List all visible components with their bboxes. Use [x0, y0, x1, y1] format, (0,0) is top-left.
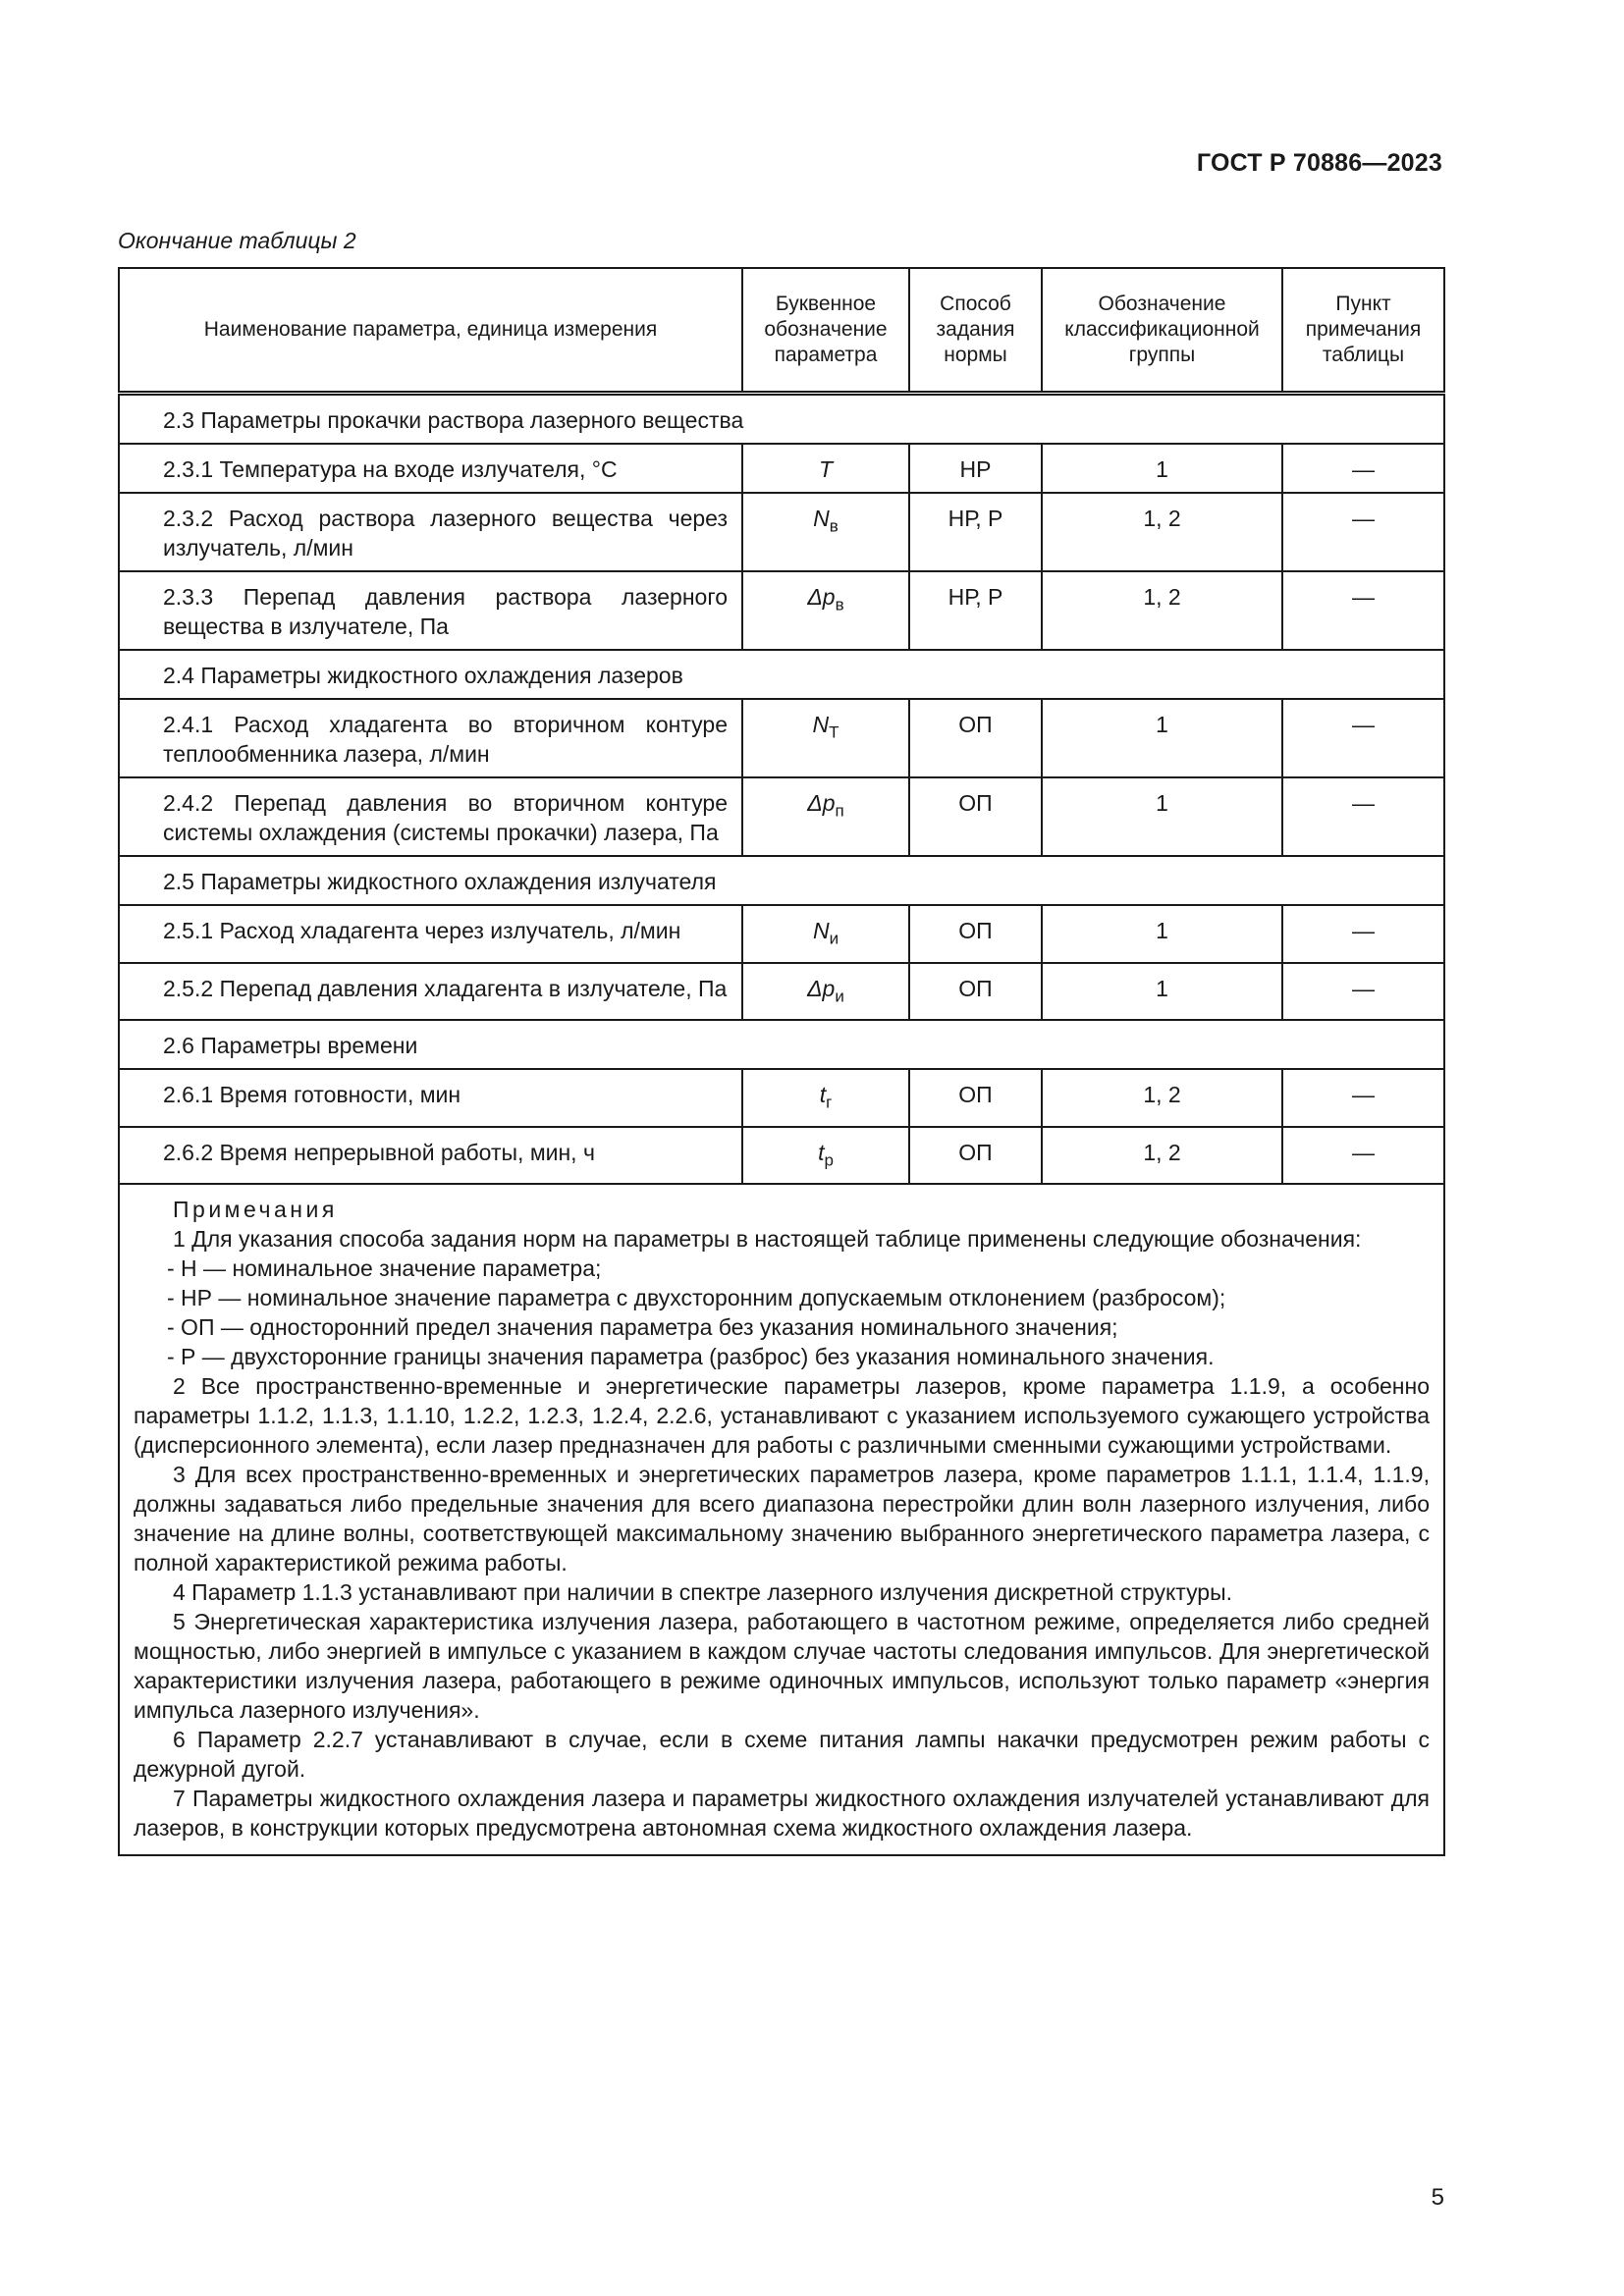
class-group: 1	[1042, 444, 1282, 493]
symbol-main: Δp	[807, 975, 836, 1001]
table-row	[119, 777, 1444, 856]
class-group: 1, 2	[1042, 493, 1282, 571]
param-name-cell	[119, 571, 742, 650]
symbol-subscript: г	[826, 1093, 833, 1112]
param-name: 2.4.1 Расход хладагента во вторичном контуре теплообменника лазера, л/мин	[163, 712, 728, 767]
symbol-subscript: в	[829, 516, 839, 536]
section-row	[119, 650, 1444, 699]
table-row	[119, 1069, 1444, 1127]
symbol-subscript: в	[835, 595, 844, 614]
param-name-cell	[119, 1127, 742, 1185]
symbol-main: Δp	[807, 584, 836, 610]
table-body	[119, 394, 1444, 1185]
param-name: 2.3.1 Температура на входе излучателя, °С	[163, 456, 618, 482]
note-ref: —	[1282, 444, 1444, 493]
symbol-main: t	[818, 1139, 825, 1165]
note-1-item: - НР — номинальное значение параметра с двухсторонним допускаемым отклонением (разбросом);	[167, 1285, 1226, 1311]
symbol-subscript: п	[835, 801, 844, 821]
col-header-norm: Способ задания нормы	[909, 268, 1042, 394]
param-symbol	[742, 905, 909, 963]
class-group: 1	[1042, 699, 1282, 777]
symbol-main: N	[812, 712, 830, 737]
param-name: 2.5.2 Перепад давления хладагента в излучателе, Па	[163, 975, 728, 1001]
table-row	[119, 571, 1444, 650]
col-header-symbol: Буквенное обозначение параметра	[742, 268, 909, 394]
col-header-group: Обозначение классификационной группы	[1042, 268, 1282, 394]
section-row	[119, 1020, 1444, 1069]
param-name: 2.3.2 Расход раствора лазерного вещества через излучатель, л/мин	[163, 506, 728, 561]
param-name-cell	[119, 493, 742, 571]
document-code: ГОСТ Р 70886—2023	[1196, 149, 1442, 177]
symbol-main: T	[818, 456, 834, 482]
note-5: 5 Энергетическая характеристика излучения лазера, работающего в частотном режиме, определяется либо средней мощностью, либо энергией в импульсе с указанием в каждом случае частоты следования импульсов. Для энергетической характеристики излучения лазера, работающего в режиме одиночных импульсов, используют только параметр «энергия импульса лазерного излучения».	[134, 1609, 1430, 1724]
param-symbol	[742, 571, 909, 650]
table-header-row	[119, 268, 1444, 394]
param-name: 2.5.1 Расход хладагента через излучатель, л/мин	[163, 918, 681, 943]
parameters-table	[118, 267, 1445, 1856]
symbol-subscript: р	[824, 1150, 834, 1170]
notes-cell	[119, 1184, 1444, 1855]
table-row	[119, 1127, 1444, 1185]
note-4: 4 Параметр 1.1.3 устанавливают при наличии в спектре лазерного излучения дискретной структуры.	[173, 1579, 1233, 1606]
note-ref: —	[1282, 493, 1444, 571]
param-name-cell	[119, 444, 742, 493]
note-ref: —	[1282, 1127, 1444, 1185]
symbol-main: t	[819, 1082, 827, 1108]
symbol-main: Δp	[807, 790, 836, 816]
class-group: 1, 2	[1042, 1069, 1282, 1127]
param-name-cell	[119, 777, 742, 856]
symbol-subscript: и	[835, 987, 844, 1006]
param-name: 2.6.2 Время непрерывной работы, мин, ч	[163, 1139, 595, 1165]
note-3: 3 Для всех пространственно-временных и энергетических параметров лазера, кроме параметров 1.1.1, 1.1.4, 1.1.9, должны задаваться либо предельные значения для всего диапазона перестройки длин волн лазерного излучения, либо значение на длине волны, соответствующей максимальному значению выбранного энергетического параметра лазера, с полной характеристикой режима работы.	[134, 1462, 1430, 1576]
norm-method: ОП	[909, 963, 1042, 1021]
col-header-note: Пункт примечания таблицы	[1282, 268, 1444, 394]
class-group: 1	[1042, 777, 1282, 856]
param-name-cell	[119, 905, 742, 963]
param-symbol	[742, 963, 909, 1021]
notes-row	[119, 1184, 1444, 1855]
note-ref: —	[1282, 777, 1444, 856]
class-group: 1	[1042, 905, 1282, 963]
table-row	[119, 905, 1444, 963]
section-title: 2.6 Параметры времени	[119, 1020, 1444, 1069]
param-name-cell	[119, 1069, 742, 1127]
note-ref: —	[1282, 963, 1444, 1021]
note-ref: —	[1282, 1069, 1444, 1127]
param-symbol	[742, 493, 909, 571]
page-number: 5	[1431, 2184, 1444, 2211]
section-row	[119, 394, 1444, 445]
symbol-subscript: и	[829, 929, 839, 948]
notes-title: Примечания	[173, 1197, 338, 1223]
table-row	[119, 444, 1444, 493]
param-symbol	[742, 1069, 909, 1127]
class-group: 1, 2	[1042, 571, 1282, 650]
note-2: 2 Все пространственно-временные и энергетические параметры лазеров, кроме параметра 1.1.9, а особенно параметры 1.1.2, 1.1.3, 1.1.10, 1.2.2, 1.2.3, 1.2.4, 2.2.6, устанавливают с указанием используемого сужающего устройства (дисперсионного элемента), если лазер предназначен для работы с различными сменными сужающими устройствами.	[134, 1373, 1430, 1459]
param-symbol	[742, 444, 909, 493]
norm-method: ОП	[909, 905, 1042, 963]
param-name-cell	[119, 963, 742, 1021]
section-row	[119, 856, 1444, 905]
norm-method: ОП	[909, 1069, 1042, 1127]
param-symbol	[742, 699, 909, 777]
param-symbol	[742, 1127, 909, 1185]
note-ref: —	[1282, 699, 1444, 777]
symbol-main: N	[813, 506, 830, 531]
table-row	[119, 699, 1444, 777]
param-name: 2.6.1 Время готовности, мин	[163, 1082, 461, 1108]
section-title: 2.3 Параметры прокачки раствора лазерного вещества	[119, 394, 1444, 445]
note-1-intro: 1 Для указания способа задания норм на параметры в настоящей таблице применены следующие обозначения:	[173, 1226, 1362, 1253]
norm-method: ОП	[909, 699, 1042, 777]
table-row	[119, 493, 1444, 571]
param-symbol	[742, 777, 909, 856]
norm-method: НР, Р	[909, 493, 1042, 571]
note-6: 6 Параметр 2.2.7 устанавливают в случае, если в схеме питания лампы накачки предусмотрен режим работы с дежурной дугой.	[134, 1727, 1430, 1783]
param-name: 2.4.2 Перепад давления во вторичном контуре системы охлаждения (системы прокачки) лазера, Па	[163, 790, 728, 845]
symbol-subscript: Т	[829, 722, 839, 742]
norm-method: ОП	[909, 777, 1042, 856]
param-name: 2.3.3 Перепад давления раствора лазерного вещества в излучателе, Па	[163, 584, 728, 639]
section-title: 2.5 Параметры жидкостного охлаждения излучателя	[119, 856, 1444, 905]
norm-method: НР, Р	[909, 571, 1042, 650]
param-name-cell	[119, 699, 742, 777]
norm-method: НР	[909, 444, 1042, 493]
note-ref: —	[1282, 905, 1444, 963]
class-group: 1	[1042, 963, 1282, 1021]
class-group: 1, 2	[1042, 1127, 1282, 1185]
col-header-name: Наименование параметра, единица измерения	[119, 268, 742, 394]
note-ref: —	[1282, 571, 1444, 650]
note-1-item: - Р — двухсторонние границы значения параметра (разброс) без указания номинального значения.	[167, 1344, 1215, 1370]
symbol-main: N	[812, 918, 830, 943]
section-title: 2.4 Параметры жидкостного охлаждения лазеров	[119, 650, 1444, 699]
table-caption: Окончание таблицы 2	[118, 228, 356, 253]
note-7: 7 Параметры жидкостного охлаждения лазера и параметры жидкостного охлаждения излучателей устанавливают для лазеров, в конструкции которых предусмотрена автономная схема жидкостного охлаждения лазера.	[134, 1786, 1430, 1842]
note-1-item: - ОП — односторонний предел значения параметра без указания номинального значения;	[167, 1314, 1118, 1341]
table-row	[119, 963, 1444, 1021]
norm-method: ОП	[909, 1127, 1042, 1185]
note-1-item: - Н — номинальное значение параметра;	[167, 1255, 602, 1282]
